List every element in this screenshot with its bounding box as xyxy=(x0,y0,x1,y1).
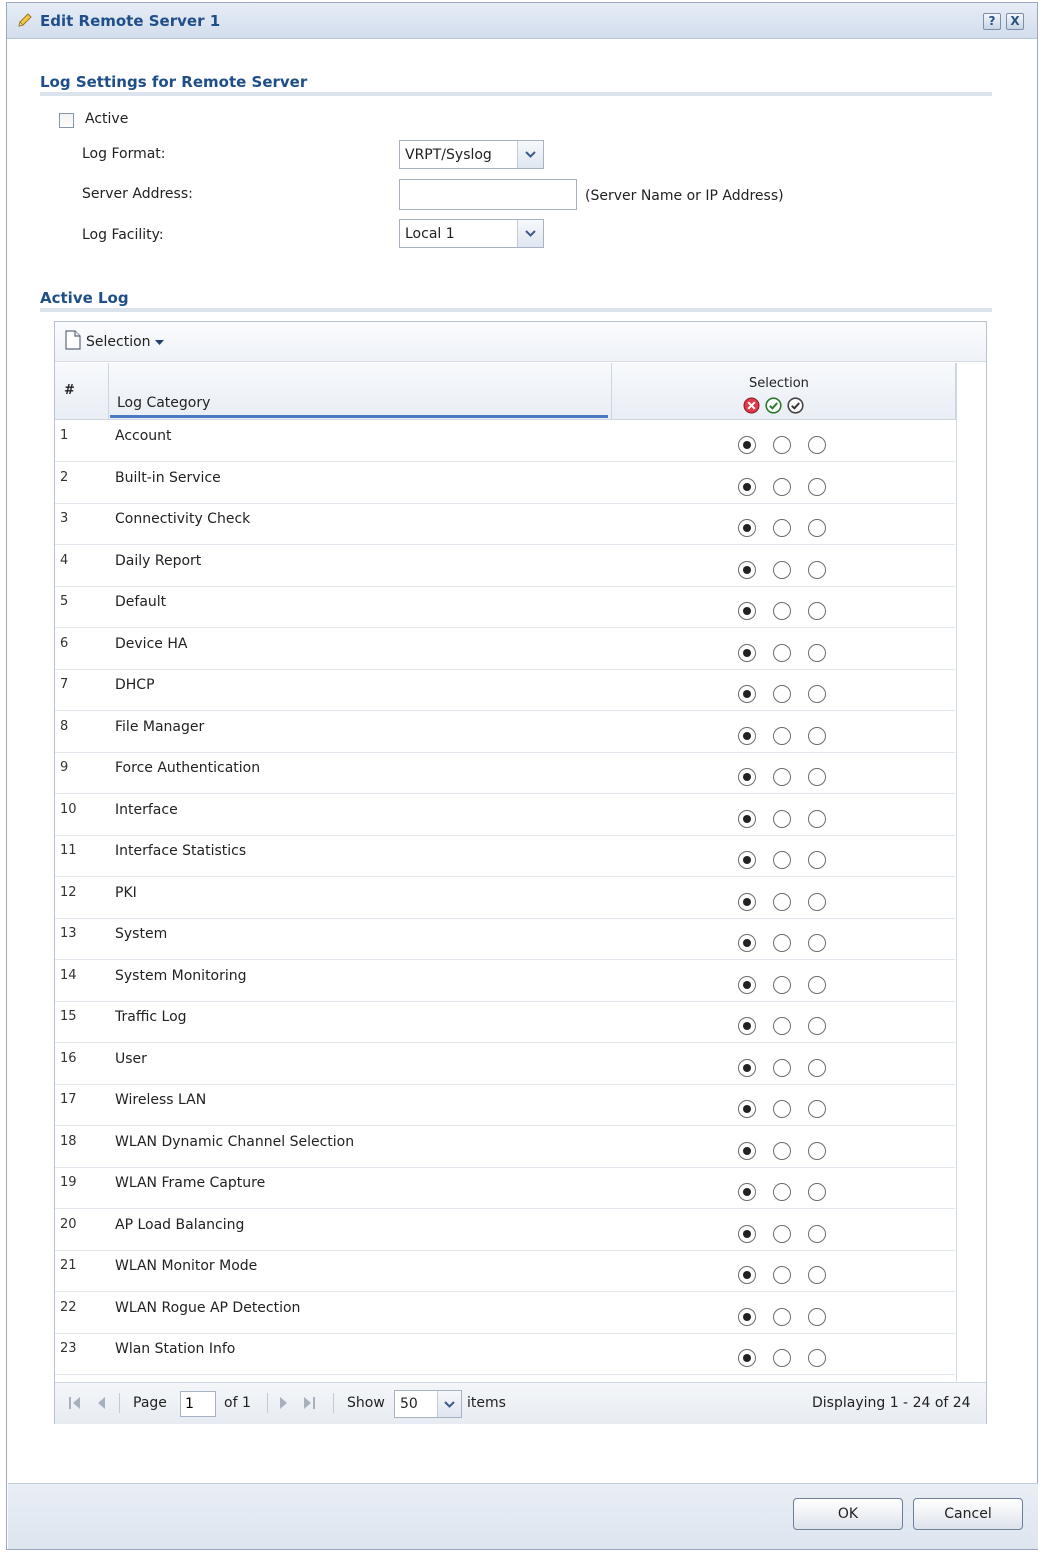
row-number: 1 xyxy=(60,428,69,443)
previous-page-icon[interactable] xyxy=(97,1396,106,1413)
row-number: 2 xyxy=(60,470,69,485)
disable-radio[interactable] xyxy=(738,976,756,994)
active-log-section-title: Active Log xyxy=(40,289,129,307)
log-category-name: Device HA xyxy=(115,636,188,652)
disable-radio[interactable] xyxy=(738,478,756,496)
selection-radio-group xyxy=(738,1225,826,1243)
debug-radio[interactable] xyxy=(808,644,826,662)
normal-radio[interactable] xyxy=(773,602,791,620)
document-icon xyxy=(64,330,82,354)
log-category-name: Interface xyxy=(115,802,178,818)
selection-radio-group xyxy=(738,1349,826,1367)
selection-radio-group xyxy=(738,519,826,537)
column-divider xyxy=(108,363,109,419)
disable-radio[interactable] xyxy=(738,934,756,952)
edit-remote-server-dialog xyxy=(6,2,1038,1550)
log-format-label: Log Format: xyxy=(82,146,166,162)
row-number: 8 xyxy=(60,719,69,734)
log-category-name: Traffic Log xyxy=(115,1009,187,1025)
pager-divider xyxy=(333,1393,334,1413)
log-category-name: Account xyxy=(115,428,172,444)
debug-radio[interactable] xyxy=(808,478,826,496)
normal-radio[interactable] xyxy=(773,1017,791,1035)
log-category-name: WLAN Frame Capture xyxy=(115,1175,266,1191)
normal-radio[interactable] xyxy=(773,1225,791,1243)
selection-radio-group xyxy=(738,1266,826,1284)
enable-debug-icon[interactable] xyxy=(787,397,804,418)
debug-radio[interactable] xyxy=(808,1225,826,1243)
page-count-label: of 1 xyxy=(224,1395,251,1411)
selection-radio-group xyxy=(738,768,826,786)
selection-radio-group xyxy=(738,1017,826,1035)
server-address-label: Server Address: xyxy=(82,186,193,202)
selection-menu-label: Selection xyxy=(86,334,151,350)
table-row[interactable] xyxy=(55,504,955,545)
log-category-name: Default xyxy=(115,594,167,610)
table-row[interactable] xyxy=(55,753,955,794)
disable-radio[interactable] xyxy=(738,602,756,620)
debug-radio[interactable] xyxy=(808,436,826,454)
disable-radio[interactable] xyxy=(738,851,756,869)
log-facility-value: Local 1 xyxy=(405,226,455,242)
table-row[interactable] xyxy=(55,712,955,753)
grid-scrollbar-track[interactable] xyxy=(956,363,986,1381)
table-row[interactable] xyxy=(55,546,955,587)
row-number: 13 xyxy=(60,926,77,941)
normal-radio[interactable] xyxy=(773,685,791,703)
column-header-number[interactable]: # xyxy=(64,383,75,398)
log-category-name: Daily Report xyxy=(115,553,202,569)
selection-radio-group xyxy=(738,1059,826,1077)
column-divider xyxy=(611,363,612,419)
normal-radio[interactable] xyxy=(773,1266,791,1284)
selection-header-icons xyxy=(743,397,804,418)
table-row[interactable] xyxy=(55,1044,955,1085)
debug-radio[interactable] xyxy=(808,727,826,745)
active-log-grid xyxy=(54,321,987,1424)
log-settings-section-title: Log Settings for Remote Server xyxy=(40,73,308,91)
row-number: 17 xyxy=(60,1092,77,1107)
dialog-titlebar xyxy=(7,3,1037,39)
row-number: 14 xyxy=(60,968,77,983)
row-number: 9 xyxy=(60,760,69,775)
log-category-name: WLAN Monitor Mode xyxy=(115,1258,258,1274)
log-category-name: System xyxy=(115,926,168,942)
log-category-name: WLAN Rogue AP Detection xyxy=(115,1300,301,1316)
log-category-name: Interface Statistics xyxy=(115,843,247,859)
cancel-button[interactable]: Cancel xyxy=(913,1498,1023,1530)
selection-radio-group xyxy=(738,1183,826,1201)
log-category-name: File Manager xyxy=(115,719,205,735)
log-category-name: Wireless LAN xyxy=(115,1092,207,1108)
disable-radio[interactable] xyxy=(738,1183,756,1201)
normal-radio[interactable] xyxy=(773,1142,791,1160)
table-row[interactable] xyxy=(55,961,955,1002)
normal-radio[interactable] xyxy=(773,1308,791,1326)
selection-radio-group xyxy=(738,436,826,454)
normal-radio[interactable] xyxy=(773,519,791,537)
column-header-category[interactable]: Log Category xyxy=(117,395,211,411)
table-row[interactable] xyxy=(55,670,955,711)
debug-radio[interactable] xyxy=(808,1183,826,1201)
row-number: 19 xyxy=(60,1175,77,1190)
table-row[interactable] xyxy=(55,878,955,919)
normal-radio[interactable] xyxy=(773,934,791,952)
debug-radio[interactable] xyxy=(808,561,826,579)
row-number: 11 xyxy=(60,843,77,858)
table-row[interactable] xyxy=(55,421,955,462)
disable-radio[interactable] xyxy=(738,893,756,911)
table-row[interactable] xyxy=(55,795,955,836)
normal-radio[interactable] xyxy=(773,851,791,869)
page-label: Page xyxy=(133,1395,167,1411)
table-row[interactable] xyxy=(55,629,955,670)
row-number: 23 xyxy=(60,1341,77,1356)
row-number: 10 xyxy=(60,802,77,817)
debug-radio[interactable] xyxy=(808,1308,826,1326)
debug-radio[interactable] xyxy=(808,1142,826,1160)
disable-radio[interactable] xyxy=(738,1100,756,1118)
disable-radio[interactable] xyxy=(738,644,756,662)
selection-radio-group xyxy=(738,727,826,745)
disable-radio[interactable] xyxy=(738,1349,756,1367)
row-number: 4 xyxy=(60,553,69,568)
debug-radio[interactable] xyxy=(808,519,826,537)
table-row[interactable] xyxy=(55,1168,955,1209)
normal-radio[interactable] xyxy=(773,810,791,828)
normal-radio[interactable] xyxy=(773,478,791,496)
row-number: 18 xyxy=(60,1134,77,1149)
disable-radio[interactable] xyxy=(738,1017,756,1035)
debug-radio[interactable] xyxy=(808,1059,826,1077)
log-format-value: VRPT/Syslog xyxy=(405,147,492,163)
grid-toolbar xyxy=(55,322,986,362)
help-button[interactable]: ? xyxy=(983,13,1001,30)
row-number: 20 xyxy=(60,1217,77,1232)
next-page-icon[interactable] xyxy=(279,1396,288,1413)
log-category-name: PKI xyxy=(115,885,137,901)
debug-radio[interactable] xyxy=(808,934,826,952)
debug-radio[interactable] xyxy=(808,1100,826,1118)
selection-radio-group xyxy=(738,851,826,869)
disable-radio[interactable] xyxy=(738,685,756,703)
selection-radio-group xyxy=(738,644,826,662)
items-label: items xyxy=(467,1395,506,1411)
active-checkbox[interactable] xyxy=(59,113,74,128)
normal-radio[interactable] xyxy=(773,976,791,994)
selection-radio-group xyxy=(738,685,826,703)
normal-radio[interactable] xyxy=(773,893,791,911)
disable-radio[interactable] xyxy=(738,436,756,454)
table-row[interactable] xyxy=(55,463,955,504)
selection-menu-button[interactable] xyxy=(64,331,164,353)
normal-radio[interactable] xyxy=(773,1349,791,1367)
disable-radio[interactable] xyxy=(738,810,756,828)
selection-radio-group xyxy=(738,561,826,579)
dialog-footer xyxy=(8,1483,1038,1549)
debug-radio[interactable] xyxy=(808,851,826,869)
row-number: 3 xyxy=(60,511,69,526)
selection-radio-group xyxy=(738,934,826,952)
debug-radio[interactable] xyxy=(808,893,826,911)
last-page-icon[interactable] xyxy=(303,1396,315,1413)
debug-radio[interactable] xyxy=(808,976,826,994)
disable-radio[interactable] xyxy=(738,768,756,786)
normal-radio[interactable] xyxy=(773,1059,791,1077)
debug-radio[interactable] xyxy=(808,1349,826,1367)
table-row[interactable] xyxy=(55,1127,955,1168)
active-label: Active xyxy=(85,111,129,127)
table-row[interactable] xyxy=(55,1293,955,1334)
normal-radio[interactable] xyxy=(773,561,791,579)
disable-radio[interactable] xyxy=(738,1059,756,1077)
log-category-name: AP Load Balancing xyxy=(115,1217,245,1233)
pager-divider xyxy=(267,1393,268,1413)
log-format-select[interactable] xyxy=(399,140,544,169)
caret-down-icon xyxy=(155,334,164,350)
show-label: Show xyxy=(347,1395,385,1411)
log-category-name: System Monitoring xyxy=(115,968,247,984)
page-size-value: 50 xyxy=(400,1396,418,1412)
selection-radio-group xyxy=(738,810,826,828)
page-size-select[interactable] xyxy=(394,1390,462,1418)
log-category-name: Built-in Service xyxy=(115,470,221,486)
normal-radio[interactable] xyxy=(773,1100,791,1118)
debug-radio[interactable] xyxy=(808,602,826,620)
server-address-hint: (Server Name or IP Address) xyxy=(585,188,784,204)
debug-radio[interactable] xyxy=(808,810,826,828)
server-address-input[interactable] xyxy=(399,179,577,210)
close-button[interactable]: X xyxy=(1006,13,1024,30)
normal-radio[interactable] xyxy=(773,768,791,786)
table-row[interactable] xyxy=(55,587,955,628)
disable-radio[interactable] xyxy=(738,1225,756,1243)
normal-radio[interactable] xyxy=(773,1183,791,1201)
chevron-down-icon[interactable] xyxy=(517,220,543,247)
disable-radio[interactable] xyxy=(738,1142,756,1160)
selection-radio-group xyxy=(738,1142,826,1160)
log-category-name: User xyxy=(115,1051,147,1067)
disable-radio[interactable] xyxy=(738,1308,756,1326)
debug-radio[interactable] xyxy=(808,685,826,703)
disable-all-icon[interactable] xyxy=(743,397,760,418)
column-header-selection: Selection xyxy=(749,376,809,391)
disable-radio[interactable] xyxy=(738,519,756,537)
normal-radio[interactable] xyxy=(773,436,791,454)
disable-radio[interactable] xyxy=(738,561,756,579)
row-number: 21 xyxy=(60,1258,77,1273)
ok-button[interactable]: OK xyxy=(793,1498,903,1530)
log-category-name: WLAN Dynamic Channel Selection xyxy=(115,1134,355,1150)
table-row[interactable] xyxy=(55,1210,955,1251)
log-facility-label: Log Facility: xyxy=(82,227,164,243)
debug-radio[interactable] xyxy=(808,768,826,786)
row-number: 16 xyxy=(60,1051,77,1066)
grid-pager xyxy=(55,1382,986,1424)
normal-radio[interactable] xyxy=(773,644,791,662)
row-number: 12 xyxy=(60,885,77,900)
selection-radio-group xyxy=(738,976,826,994)
table-row[interactable] xyxy=(55,919,955,960)
first-page-icon[interactable] xyxy=(69,1396,81,1413)
selection-radio-group xyxy=(738,478,826,496)
pager-divider xyxy=(119,1393,120,1413)
table-row[interactable] xyxy=(55,1334,955,1375)
debug-radio[interactable] xyxy=(808,1017,826,1035)
chevron-down-icon[interactable] xyxy=(437,1391,461,1417)
grid-header xyxy=(55,363,986,420)
selection-radio-group xyxy=(738,1308,826,1326)
debug-radio[interactable] xyxy=(808,1266,826,1284)
edit-pencil-icon xyxy=(17,12,33,28)
disable-radio[interactable] xyxy=(738,1266,756,1284)
dialog-title: Edit Remote Server 1 xyxy=(40,12,221,30)
selection-radio-group xyxy=(738,602,826,620)
row-number: 6 xyxy=(60,636,69,651)
selection-radio-group xyxy=(738,893,826,911)
row-number: 5 xyxy=(60,594,69,609)
log-category-name: Wlan Station Info xyxy=(115,1341,236,1357)
displaying-count: Displaying 1 - 24 of 24 xyxy=(812,1395,971,1411)
log-category-name: DHCP xyxy=(115,677,155,693)
row-number: 22 xyxy=(60,1300,77,1315)
table-row[interactable] xyxy=(55,1251,955,1292)
log-facility-select[interactable] xyxy=(399,219,544,248)
chevron-down-icon[interactable] xyxy=(517,141,543,168)
table-row[interactable] xyxy=(55,1085,955,1126)
sort-indicator xyxy=(110,415,608,418)
selection-radio-group xyxy=(738,1100,826,1118)
table-row[interactable] xyxy=(55,1002,955,1043)
section-divider xyxy=(40,308,992,312)
log-category-name: Connectivity Check xyxy=(115,511,251,527)
section-divider xyxy=(40,92,992,96)
enable-normal-icon[interactable] xyxy=(765,397,782,418)
table-row[interactable] xyxy=(55,836,955,877)
row-number: 7 xyxy=(60,677,69,692)
log-category-name: Force Authentication xyxy=(115,760,261,776)
page-number-input[interactable] xyxy=(180,1391,216,1417)
normal-radio[interactable] xyxy=(773,727,791,745)
disable-radio[interactable] xyxy=(738,727,756,745)
row-number: 15 xyxy=(60,1009,77,1024)
